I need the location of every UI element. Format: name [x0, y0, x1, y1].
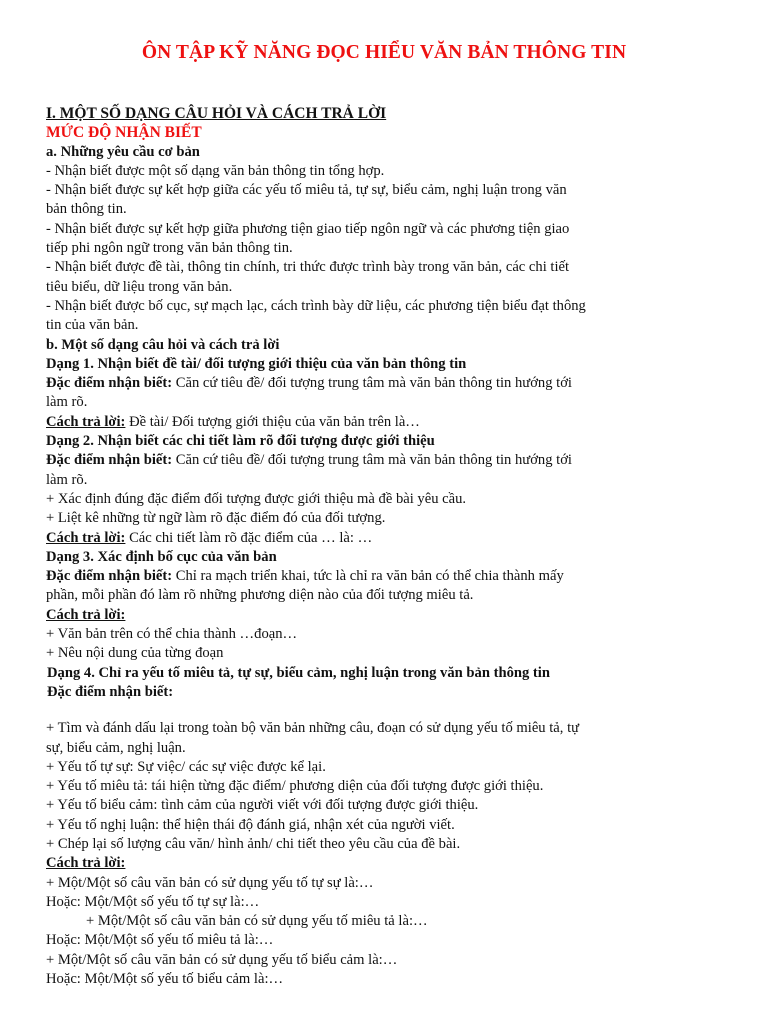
dang2-answer [46, 529, 736, 548]
feature-text: Căn cứ tiêu đề/ đối tượng trung tâm mà văn bản thông tin hướng tới [172, 375, 572, 392]
bullet-line: + Yếu tố tự sự: Sự việc/ các sự việc được kể lại. [46, 758, 326, 775]
dang1-feature [46, 374, 736, 393]
bullet-line: + Yếu tố biểu cảm: tình cảm của người viết với đối tượng được giới thiệu. [46, 797, 479, 814]
document-title: ÔN TẬP KỸ NĂNG ĐỌC HIỂU VĂN BẢN THÔNG TIN [141, 42, 627, 63]
answer-text: Các chi tiết làm rõ đặc điểm của … là: … [125, 529, 373, 546]
dang1-answer [46, 413, 736, 432]
bullet-line: + Yếu tố miêu tả: tái hiện từng đặc điểm/ phương diện của đối tượng được giới thiệu. [46, 778, 544, 795]
bullet-line: + Một/Một số câu văn bản có sử dụng yếu tố biểu cảm là:… [46, 951, 398, 968]
feature-label: Đặc điểm nhận biết: [46, 452, 173, 469]
paragraph-line: tiêu biểu, dữ liệu trong văn bản. [46, 278, 233, 295]
paragraph-line: tin của văn bản. [46, 317, 139, 334]
feature-label: Đặc điểm nhận biết: [46, 568, 173, 585]
paragraph-line: - Nhận biết được sự kết hợp giữa các yếu tố miêu tả, tự sự, biểu cảm, nghị luận trong văn [46, 182, 567, 199]
feature-text: Căn cứ tiêu đề/ đối tượng trung tâm mà văn bản thông tin hướng tới [172, 452, 572, 469]
paragraph-line: làm rõ. [46, 471, 88, 488]
feature-label: Đặc điểm nhận biết: [47, 683, 174, 700]
document-body [46, 104, 736, 989]
paragraph-line: - Nhận biết được sự kết hợp giữa phương tiện giao tiếp ngôn ngữ và các phương tiện giao [46, 220, 570, 237]
paragraph-line: - Nhận biết được một số dạng văn bản thông tin tổng hợp. [46, 162, 385, 179]
bullet-line: + Yếu tố nghị luận: thể hiện thái độ đánh giá, nhận xét của người viết. [46, 816, 455, 833]
paragraph-line: tiếp phi ngôn ngữ trong văn bản thông tin. [46, 240, 293, 257]
bullet-line: + Liệt kê những từ ngữ làm rõ đặc điểm đó của đối tượng. [46, 510, 386, 527]
subsection-a-heading: a. Những yêu cầu cơ bản [46, 143, 200, 160]
feature-label: Đặc điểm nhận biết: [46, 375, 173, 392]
answer-text: Đề tài/ Đối tượng giới thiệu của văn bản trên là… [125, 413, 420, 430]
blank-space [46, 702, 736, 719]
section-heading: I. MỘT SỐ DẠNG CÂU HỎI VÀ CÁCH TRẢ LỜI [46, 105, 387, 122]
bullet-line: + Chép lại số lượng câu văn/ hình ảnh/ chi tiết theo yêu cầu của đề bài. [46, 835, 461, 852]
dang2-heading: Dạng 2. Nhận biết các chi tiết làm rõ đối tượng được giới thiệu [46, 433, 435, 450]
bullet-line: + Nêu nội dung của từng đoạn [46, 645, 224, 662]
paragraph-line: làm rõ. [46, 394, 88, 411]
dang2-feature [46, 451, 736, 470]
answer-label: Cách trả lời: [46, 855, 126, 872]
paragraph-line: bản thông tin. [46, 201, 127, 218]
bullet-line: + Một/Một số câu văn bản có sử dụng yếu tố miêu tả là:… [86, 913, 428, 930]
dang4-heading: Dạng 4. Chỉ ra yếu tố miêu tả, tự sự, biểu cảm, nghị luận trong văn bản thông tin [47, 664, 550, 681]
level-heading: MỨC ĐỘ NHẬN BIẾT [46, 124, 202, 142]
bullet-line: + Xác định đúng đặc điểm đối tượng được giới thiệu mà đề bài yêu cầu. [46, 490, 467, 507]
bullet-line: + Tìm và đánh dấu lại trong toàn bộ văn bản những câu, đoạn có sử dụng yếu tố miêu tả, tự [46, 720, 580, 737]
dang3-heading: Dạng 3. Xác định bố cục của văn bản [46, 548, 277, 565]
paragraph-line: Hoặc: Một/Một số yếu tố miêu tả là:… [46, 932, 274, 949]
subsection-b-heading: b. Một số dạng câu hỏi và cách trả lời [46, 336, 280, 353]
answer-label: Cách trả lời: [46, 606, 126, 623]
paragraph-line: phần, mỗi phần đó làm rõ những phương diện nào của đối tượng miêu tả. [46, 587, 474, 604]
dang3-feature [46, 567, 736, 586]
paragraph-line: Hoặc: Một/Một số yếu tố biểu cảm là:… [46, 971, 284, 988]
dang1-heading: Dạng 1. Nhận biết đề tài/ đối tượng giới thiệu của văn bản thông tin [46, 355, 467, 372]
bullet-line: + Một/Một số câu văn bản có sử dụng yếu tố tự sự là:… [46, 874, 374, 891]
paragraph-line: sự, biểu cảm, nghị luận. [46, 739, 186, 756]
answer-label: Cách trả lời: [46, 413, 126, 430]
feature-text: Chỉ ra mạch triển khai, tức là chỉ ra văn bản có thể chia thành mấy [172, 568, 564, 585]
paragraph-line: Hoặc: Một/Một số yếu tố tự sự là:… [46, 893, 260, 910]
answer-label: Cách trả lời: [46, 529, 126, 546]
bullet-line: + Văn bản trên có thể chia thành …đoạn… [46, 626, 298, 643]
paragraph-line: - Nhận biết được bố cục, sự mạch lạc, cách trình bày dữ liệu, các phương tiện biểu đạt thông [46, 297, 586, 314]
paragraph-line: - Nhận biết được đề tài, thông tin chính, tri thức được trình bày trong văn bản, các chi tiết [46, 259, 570, 276]
